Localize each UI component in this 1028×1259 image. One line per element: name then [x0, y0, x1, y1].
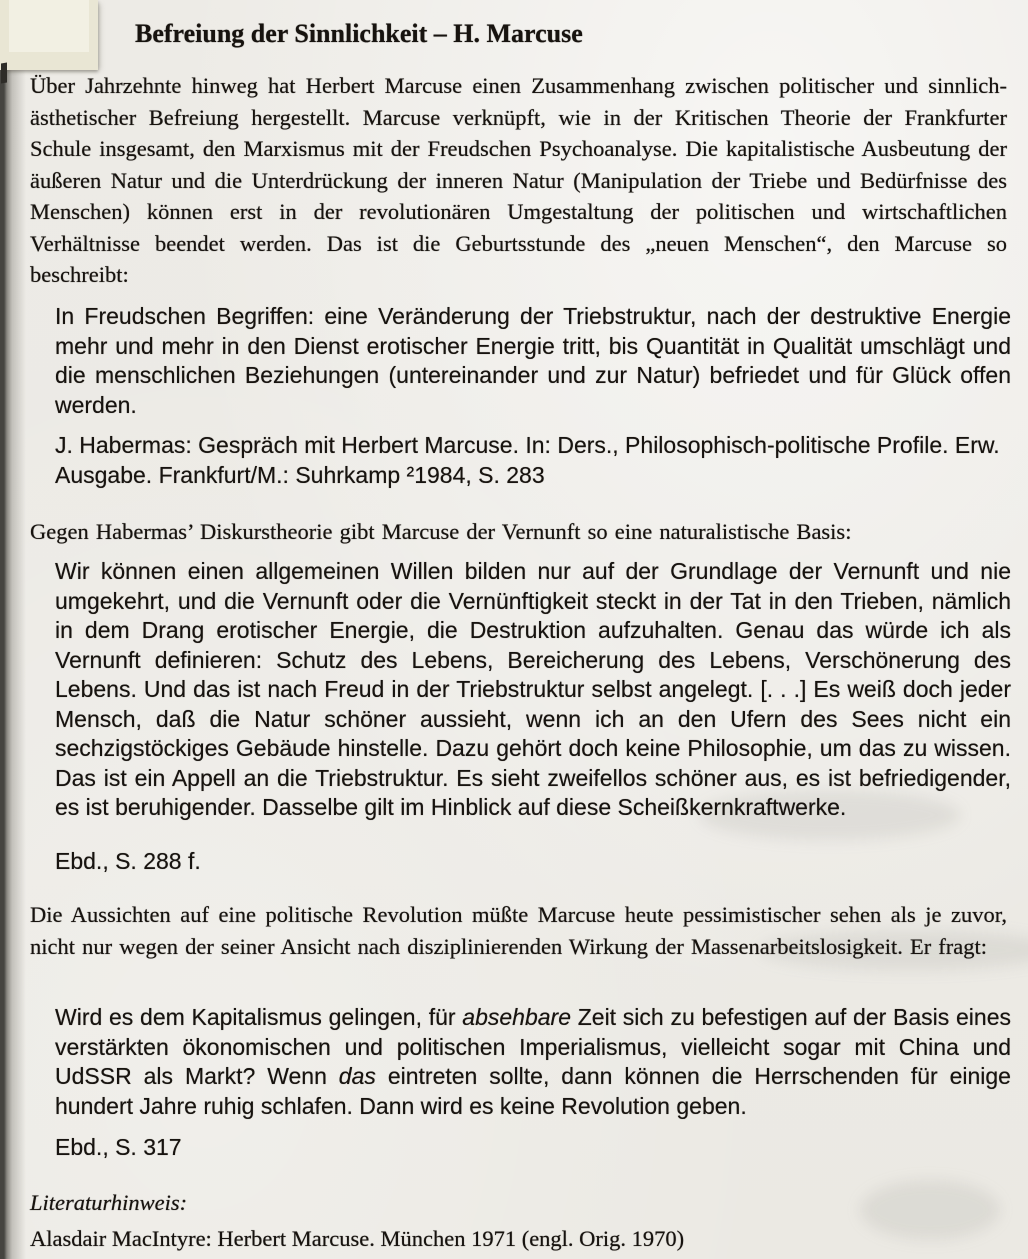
citation-habermas: J. Habermas: Gespräch mit Herbert Marcuse. In: Ders., Philosophisch-politische Profile. Erw. Ausgabe. Frankfurt/M.: Suhrkamp ²1984, S. 283: [55, 432, 1000, 488]
quote-vernunft: Wir können einen allgemeinen Willen bilden nur auf der Grundlage der Vernunft und nie umgekehrt, und die Vernunft oder die Vernünftigkeit steckt in der Tat in den Trieben, nämlich in dem Drang erotischer Energie, die Destruktion aufzuhalten. Genau das würde ich als Vernunft definieren: Schutz des Lebens, Bereicherung des Lebens, Verschönerung des Lebens. Und das ist nach Freud in der Triebstruktur selbst angelegt. [. . .] Es weiß doch jeder Mensch, daß die Natur schöner aussieht, wenn ich an den Ufern des Sees nicht ein sechzigstöckiges Gebäude hinstelle. Dazu gehört doch keine Philosophie, um das zu wissen. Das ist ein Appell an die Triebstruktur. Es sieht zweifellos schöner aus, es ist befriedigender, es ist beruhigender. Dasselbe gilt im Hinblick auf diese Scheißkernkraftwerke.: [55, 558, 1011, 820]
page-title: Befreiung der Sinnlichkeit – H. Marcuse: [135, 19, 583, 48]
linking-paragraph-vernunft: Gegen Habermas’ Diskurstheorie gibt Marcuse der Vernunft so eine naturalistische Basis:: [30, 519, 852, 544]
quote-kapitalismus: Wird es dem Kapitalismus gelingen, für absehbare Zeit sich zu befestigen auf der Basis eines verstärkten ökonomischen und politischen Imperialismus, vielleicht sogar mit China und UdSSR als Markt? Wenn das eintreten sollte, dann können die Herrschenden für einige hundert Jahre ruhig schlafen. Dann wird es keine Revolution geben.: [55, 1004, 1011, 1119]
literature-entry: Alasdair MacIntyre: Herbert Marcuse. München 1971 (engl. Orig. 1970): [30, 1226, 685, 1251]
quote-triebstruktur: In Freudschen Begriffen: eine Veränderung der Triebstruktur, nach der destruktive Energie mehr und mehr in den Dienst erotischer Energie tritt, bis Quantität in Qualität umschlägt und die menschlichen Beziehungen (untereinander und zur Natur) befriedet und für Glück offen werden.: [55, 303, 1011, 418]
scan-shadow-left: [0, 0, 26, 1259]
linking-paragraph-revolution: Die Aussichten auf eine politische Revolution müßte Marcuse heute pessimistischer sehen als je zuvor, nicht nur wegen der seiner Ansicht nach disziplinierenden Wirkung der Massenarbeitslosigkeit. Er fragt:: [30, 902, 1007, 959]
sticky-note: [0, 0, 98, 70]
literature-heading: Literaturhinweis:: [30, 1190, 188, 1215]
citation-ebd-317: Ebd., S. 317: [55, 1134, 182, 1160]
scan-mark: [1, 62, 7, 83]
intro-paragraph: Über Jahrzehnte hinweg hat Herbert Marcuse einen Zusammenhang zwischen politischer und sinnlich-ästhetischer Befreiung hergestellt. Marcuse verknüpft, wie in der Kritischen Theorie der Frankfurter Schule insgesamt, den Marxismus mit der Freudschen Psychoanalyse. Die kapitalistische Ausbeutung der äußeren Natur und die Unterdrückung der inneren Natur (Manipulation der Triebe und Bedürfnisse des Menschen) können erst in der revolutionären Umgestaltung der politischen und wirtschaftlichen Verhältnisse beendet werden. Das ist die Geburtsstunde des „neuen Menschen“, den Marcuse so beschreibt:: [30, 73, 1007, 287]
citation-ebd-288: Ebd., S. 288 f.: [55, 848, 201, 874]
